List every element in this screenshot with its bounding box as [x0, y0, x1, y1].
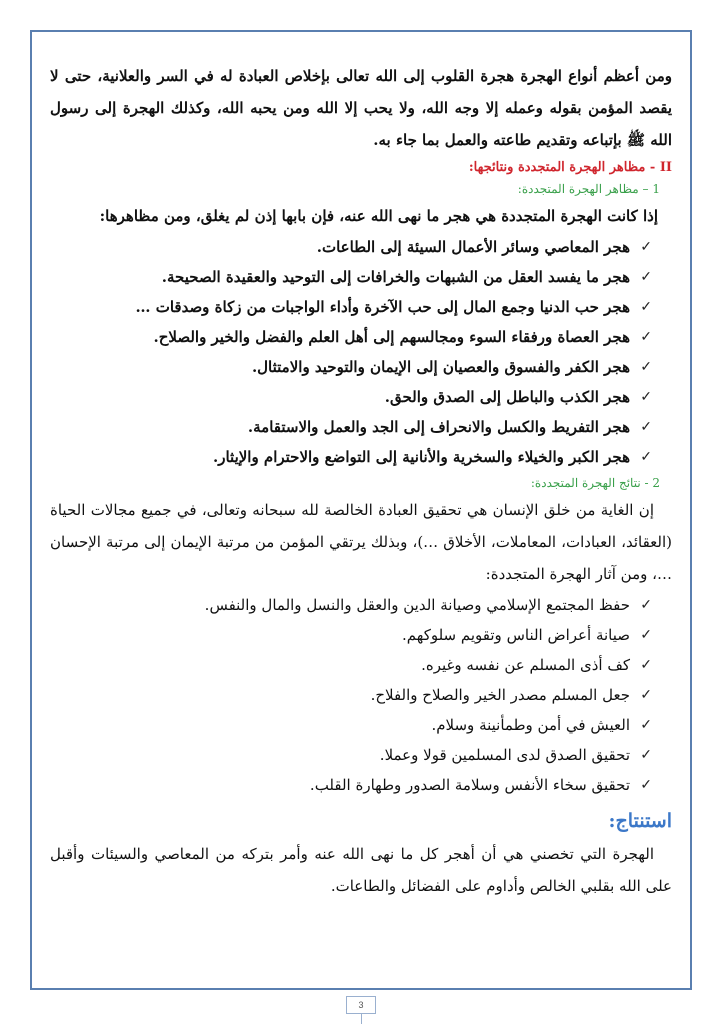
conclusion-title: استنتاج: — [608, 810, 672, 832]
list-item: ✓ صيانة أعراض الناس وتقويم سلوكهم. — [50, 620, 652, 650]
check-icon: ✓ — [640, 657, 652, 673]
list-item: ✓ كف أذى المسلم عن نفسه وغيره. — [50, 650, 652, 680]
subsection-1-title: 1 – مظاهر الهجرة المتجددة: — [517, 182, 660, 196]
check-icon: ✓ — [640, 777, 652, 793]
list-item: ✓ هجر المعاصي وسائر الأعمال السيئة إلى الطاعات. — [50, 232, 652, 262]
subsection-2-title: 2 - نتائج الهجرة المتجددة: — [530, 476, 660, 490]
section-ii-title: II - مظاهر الهجرة المتجددة ونتائجها: — [468, 160, 672, 175]
list-item: ✓ هجر ما يفسد العقل من الشبهات والخرافات إلى التوحيد والعقيدة الصحيحة. — [50, 262, 652, 292]
intro-paragraph: ومن أعظم أنواع الهجرة هجرة القلوب إلى الله تعالى بإخلاص العبادة له في السر والعلانية، حتى لا يقصد المؤمن بقوله وعمله إلا وجه الله، ولا يحب إلا الله ومن يحبه الله، وكذلك الهجرة إلى رسول الله ﷺ بإتباعه وتقديم طاعته والعمل بما جاء به. — [50, 67, 672, 149]
list-item: ✓ تحقيق سخاء الأنفس وسلامة الصدور وطهارة القلب. — [50, 770, 652, 800]
list-item: ✓ هجر حب الدنيا وجمع المال إلى حب الآخرة وأداء الواجبات من زكاة وصدقات … — [50, 292, 652, 322]
check-icon: ✓ — [640, 389, 652, 405]
check-icon: ✓ — [640, 269, 652, 285]
list-item: ✓ جعل المسلم مصدر الخير والصلاح والفلاح. — [50, 680, 652, 710]
document-body — [50, 60, 672, 902]
check-icon: ✓ — [640, 419, 652, 435]
page-number: 3 — [346, 996, 376, 1014]
check-icon: ✓ — [640, 299, 652, 315]
list-item: ✓ حفظ المجتمع الإسلامي وصيانة الدين والعقل والنسل والمال والنفس. — [50, 590, 652, 620]
check-icon: ✓ — [640, 627, 652, 643]
check-icon: ✓ — [640, 747, 652, 763]
manifestations-list — [50, 232, 672, 472]
list-item: ✓ هجر الكذب والباطل إلى الصدق والحق. — [50, 382, 652, 412]
list-item: ✓ هجر الكبر والخيلاء والسخرية والأنانية إلى التواضع والاحترام والإيثار. — [50, 442, 652, 472]
check-icon: ✓ — [640, 329, 652, 345]
subsection-2-paragraph: إن الغاية من خلق الإنسان هي تحقيق العبادة الخالصة لله سبحانه وتعالى، في جميع مجالات الحياة (العقائد، العبادات، المعاملات، الأخلاق …)، وبذلك يرتقي المؤمن من مرتبة الإيمان إلى مرتبة الإحسان …، ومن آثار الهجرة المتجددة: — [50, 501, 672, 583]
conclusion-paragraph: الهجرة التي تخصني هي أن أهجر كل ما نهى الله عنه وأمر بتركه من المعاصي والسيئات وأقبل على الله بقلبي الخالص وأداوم على الفضائل والطاعات. — [50, 845, 672, 895]
check-icon: ✓ — [640, 239, 652, 255]
subsection-1-intro: إذا كانت الهجرة المتجددة هي هجر ما نهى الله عنه، فإن بابها إذن لم يغلق، ومن مظاهرها: — [99, 207, 658, 225]
check-icon: ✓ — [640, 359, 652, 375]
check-icon: ✓ — [640, 717, 652, 733]
check-icon: ✓ — [640, 597, 652, 613]
list-item: ✓ العيش في أمن وطمأنينة وسلام. — [50, 710, 652, 740]
list-item: ✓ تحقيق الصدق لدى المسلمين قولا وعملا. — [50, 740, 652, 770]
results-list — [50, 590, 672, 800]
list-item: ✓ هجر العصاة ورفقاء السوء ومجالسهم إلى أهل العلم والفضل والخير والصلاح. — [50, 322, 652, 352]
list-item: ✓ هجر التفريط والكسل والانحراف إلى الجد والعمل والاستقامة. — [50, 412, 652, 442]
list-item: ✓ هجر الكفر والفسوق والعصيان إلى الإيمان والتوحيد والامتثال. — [50, 352, 652, 382]
page-number-tick — [361, 1014, 362, 1024]
check-icon: ✓ — [640, 687, 652, 703]
check-icon: ✓ — [640, 449, 652, 465]
